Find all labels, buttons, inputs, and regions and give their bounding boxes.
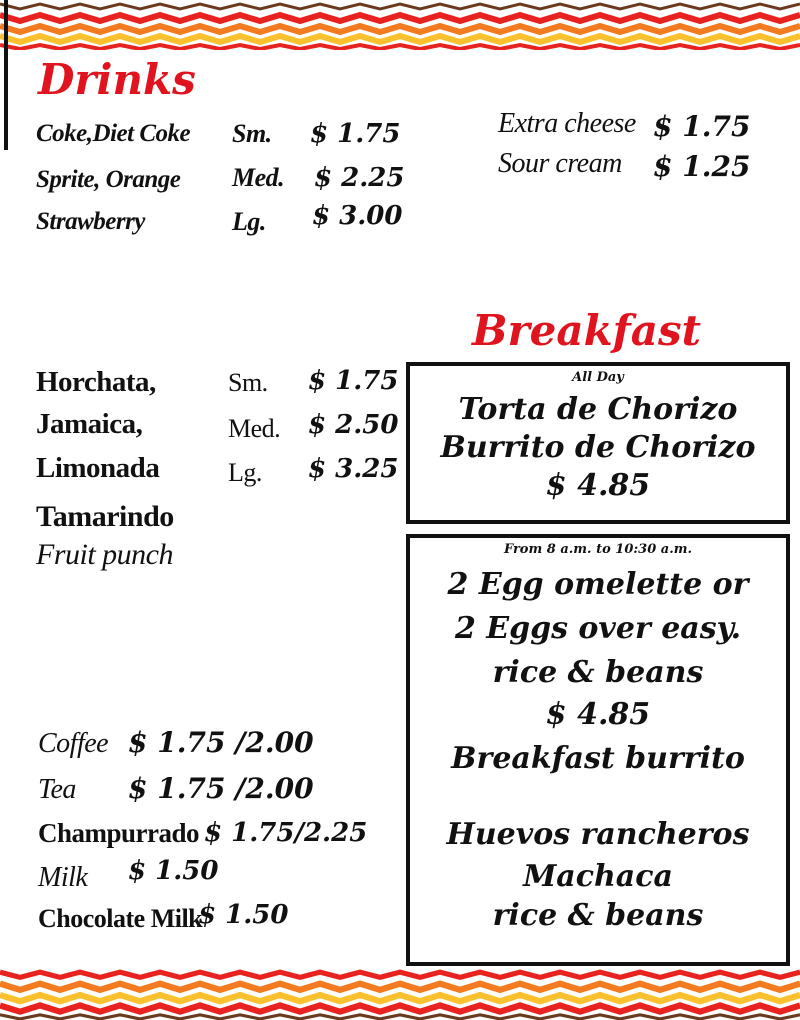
list-item: [498, 148, 788, 188]
drink-price: $ 1.75: [308, 366, 399, 396]
drink-name: Chocolate Milk: [38, 904, 203, 933]
list-item: [38, 726, 398, 768]
drink-price: $ 1.50: [128, 856, 219, 886]
drink-price: $ 3.00: [312, 201, 403, 231]
drink-size: Sm.: [232, 119, 272, 148]
menu-item: Huevos rancheros: [446, 817, 750, 852]
drink-size: Lg.: [232, 207, 266, 236]
menu-item: Burrito de Chorizo: [440, 430, 756, 465]
list-item: [38, 854, 398, 896]
menu-item: 2 Egg omelette or: [447, 567, 749, 602]
drink-name: Tea: [38, 774, 76, 805]
top-zigzag-border: [0, 0, 800, 50]
box-title: From 8 a.m. to 10:30 a.m.: [503, 542, 693, 557]
hot-drinks-list: [38, 726, 398, 936]
menu-item: Torta de Chorizo: [458, 392, 738, 427]
drink-size: Lg.: [228, 458, 262, 487]
drink-name: Coke,Diet Coke: [36, 120, 191, 147]
drink-name: Limonada: [36, 452, 160, 484]
bottom-zigzag-border: [0, 968, 800, 1020]
all-day-breakfast-box: [406, 362, 790, 524]
drinks-heading: Drinks: [38, 55, 196, 104]
menu-item: rice & beans: [492, 898, 704, 933]
drink-name: Champurrado: [38, 818, 200, 848]
list-item: [36, 450, 406, 494]
drink-name: Strawberry: [36, 208, 145, 235]
drink-name: Horchata,: [36, 366, 156, 398]
list-item: [36, 534, 406, 574]
drink-price: $ 2.50: [308, 410, 399, 440]
drink-name: Tamarindo: [36, 500, 174, 533]
soda-list: [36, 112, 416, 244]
drink-name: Milk: [38, 862, 88, 893]
drink-name: Sprite, Orange: [36, 166, 181, 193]
aguas-list: [36, 366, 406, 574]
list-item: [38, 810, 398, 854]
list-item: [36, 494, 406, 534]
drink-size: Sm.: [228, 368, 268, 397]
menu-item: 2 Eggs over easy.: [454, 611, 742, 646]
menu-item: rice & beans: [492, 655, 704, 690]
list-item: [36, 366, 406, 408]
menu-price: $ 4.85: [545, 468, 651, 503]
drink-price: $ 2.25: [314, 163, 405, 193]
morning-breakfast-box: [406, 534, 790, 966]
menu-price: $ 4.85: [545, 697, 651, 732]
box-title: All Day: [572, 370, 624, 385]
menu-item: Breakfast burrito: [451, 741, 745, 776]
menu-item: Machaca: [523, 859, 673, 894]
list-item: [498, 108, 788, 148]
drink-name: Coffee: [38, 728, 109, 759]
extra-name: Extra cheese: [498, 108, 636, 139]
drink-price: $ 1.50: [198, 900, 289, 930]
list-item: [38, 896, 398, 936]
list-item: [36, 200, 416, 244]
drink-size: Med.: [228, 414, 281, 443]
drink-price: $ 1.75: [310, 119, 401, 149]
drink-price: $ 3.25: [308, 454, 399, 484]
breakfast-heading: Breakfast: [472, 306, 701, 355]
list-item: [38, 768, 398, 810]
list-item: [36, 408, 406, 450]
drink-size: Med.: [232, 163, 285, 192]
extra-price: $ 1.25: [653, 150, 751, 183]
drink-name: Jamaica,: [36, 408, 143, 440]
extra-name: Sour cream: [498, 148, 622, 179]
drink-price: $ 1.75/2.25: [204, 818, 368, 848]
drink-price: $ 1.75 /2.00: [128, 772, 314, 805]
extras-list: [498, 108, 788, 188]
drink-price: $ 1.75 /2.00: [128, 726, 314, 759]
drink-name: Fruit punch: [36, 538, 173, 571]
extra-price: $ 1.75: [653, 110, 751, 143]
list-item: [36, 112, 416, 156]
left-vertical-rule: [4, 0, 8, 150]
